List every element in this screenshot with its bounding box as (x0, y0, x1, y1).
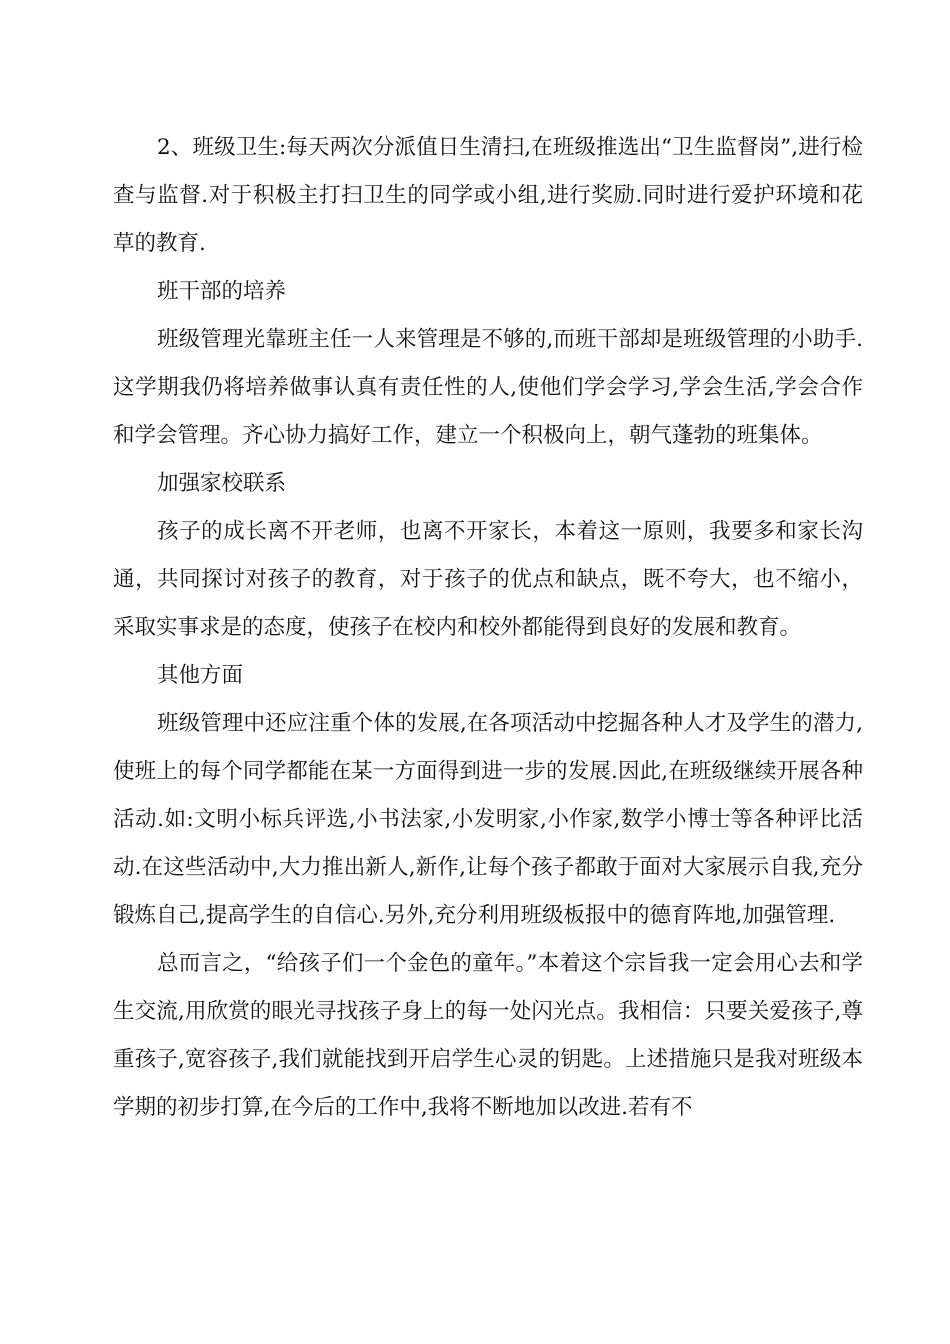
heading-other-aspects: 其他方面 (157, 663, 244, 688)
heading-class-cadre-training: 班干部的培养 (157, 279, 287, 304)
paragraph-other-aspects: 班级管理中还应注重个体的发展,在各项活动中挖掘各种人才及学生的潜力,使班上的每个同学都能在某一方面得到进一步的发展.因此,在班级继续开展各种活动.如:文明小标兵评选,小书法家,小发明家,小作家,数学小博士等各种评比活动.在这些活动中,大力推出新人,新作,让每个孩子都敢于面对大家展示自我,充分锻炼自己,提高学生的自信心.另外,充分利用班级板报中的德育阵地,加强管理. (113, 711, 863, 928)
paragraph-class-cadre-training: 班级管理光靠班主任一人来管理是不够的,而班干部却是班级管理的小助手.这学期我仍将培养做事认真有责任性的人,使他们学会学习,学会生活,学会合作和学会管理。齐心协力搞好工作，建立一个积极向上，朝气蓬勃的班集体。 (113, 327, 863, 448)
document-body (113, 124, 863, 1132)
paragraph-class-hygiene: 2、班级卫生:每天两次分派值日生清扫,在班级推选出“卫生监督岗”,进行检查与监督.对于积极主打扫卫生的同学或小组,进行奖励.同时进行爱护环境和花草的教育. (113, 135, 863, 256)
paragraph-home-school-contact: 孩子的成长离不开老师，也离不开家长，本着这一原则，我要多和家长沟通，共同探讨对孩子的教育，对于孩子的优点和缺点，既不夸大，也不缩小，采取实事求是的态度，使孩子在校内和校外都能得到良好的发展和教育。 (113, 519, 863, 640)
paragraph-conclusion: 总而言之，“给孩子们一个金色的童年。”本着这个宗旨我一定会用心去和学生交流,用欣赏的眼光寻找孩子身上的每一处闪光点。我相信：只要关爱孩子,尊重孩子,宽容孩子,我们就能找到开启学生心灵的钥匙。上述措施只是我对班级本学期的初步打算,在今后的工作中,我将不断地加以改进.若有不 (113, 951, 863, 1120)
heading-home-school-contact: 加强家校联系 (157, 471, 287, 496)
